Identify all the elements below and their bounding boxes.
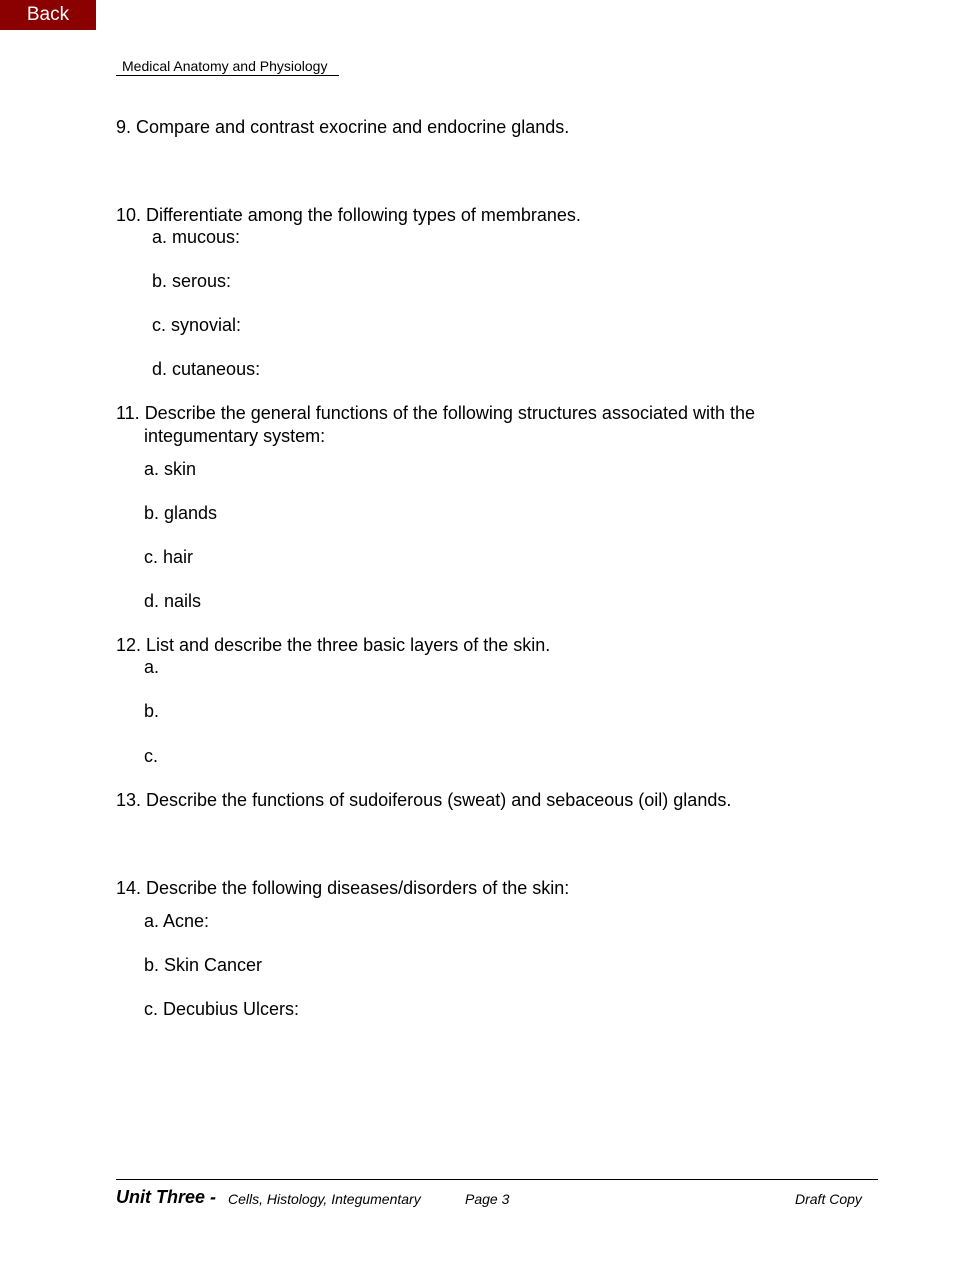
question-12-item-a: a. (144, 657, 160, 677)
question-12-item-b: b. (144, 701, 160, 721)
footer-draft-label: Draft Copy (795, 1191, 862, 1207)
question-11-item-b: b. glands (144, 503, 218, 523)
question-12-item-c: c. (144, 746, 159, 766)
question-14: 14. Describe the following diseases/disorders of the skin: (116, 878, 570, 898)
back-button[interactable]: Back (0, 0, 96, 30)
course-title: Medical Anatomy and Physiology (116, 58, 339, 76)
question-14-item-c: c. Decubius Ulcers: (144, 999, 300, 1019)
question-11-continued: integumentary system: (144, 426, 326, 446)
question-10: 10. Differentiate among the following types of membranes. (116, 205, 581, 225)
question-9: 9. Compare and contrast exocrine and endocrine glands. (116, 117, 570, 137)
question-10-item-b: b. serous: (152, 271, 232, 291)
question-11-item-a: a. skin (144, 459, 197, 479)
question-14-item-a: a. Acne: (144, 911, 210, 931)
footer-unit-subtitle: Cells, Histology, Integumentary (228, 1191, 421, 1207)
question-10-item-d: d. cutaneous: (152, 359, 261, 379)
question-11-item-c: c. hair (144, 547, 194, 567)
question-11: 11. Describe the general functions of the following structures associated with the (116, 403, 756, 423)
question-11-item-d: d. nails (144, 591, 202, 611)
question-13: 13. Describe the functions of sudoiferous (sweat) and sebaceous (oil) glands. (116, 790, 732, 810)
footer-page-number: Page 3 (465, 1191, 510, 1207)
question-10-item-a: a. mucous: (152, 227, 241, 247)
question-12: 12. List and describe the three basic layers of the skin. (116, 635, 551, 655)
question-10-item-c: c. synovial: (152, 315, 242, 335)
footer-unit-title: Unit Three - (116, 1187, 217, 1207)
question-14-item-b: b. Skin Cancer (144, 955, 263, 975)
footer-divider (116, 1179, 878, 1180)
